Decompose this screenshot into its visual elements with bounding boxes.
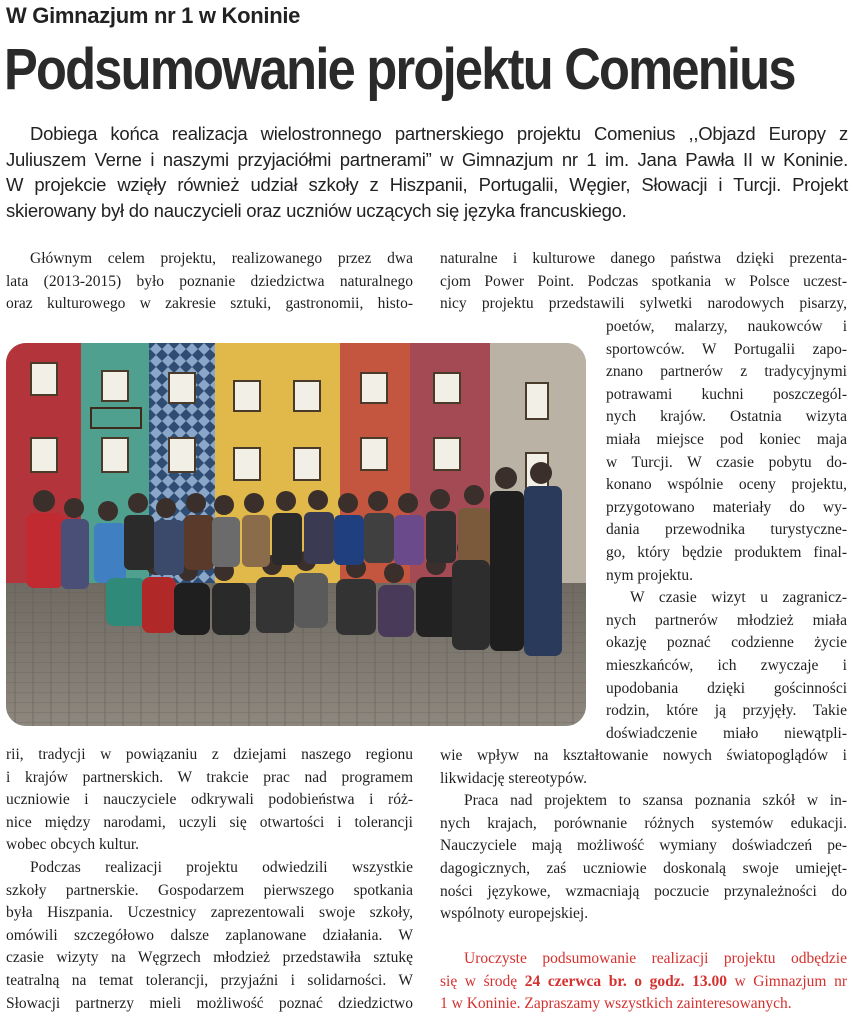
body-line: W czasie wizyt u zagranicz- xyxy=(630,589,847,607)
body-line: miała miejsce pod koniec maja xyxy=(606,430,847,448)
body-line: mieszkańców, ich zwyczaje i xyxy=(606,656,847,674)
column-2-narrow xyxy=(606,316,847,745)
body-line: oraz kulturowego w zakresie sztuki, gastronomii, histo- xyxy=(6,295,413,313)
body-line: konano wspólnie oceny projektu, xyxy=(606,476,847,494)
body-line: upodobania dzięki gościnności xyxy=(606,679,847,697)
body-line: go, który będzie produktem final- xyxy=(606,543,847,561)
body-line: ności językowe, wzmacniają poczucie przynależności do xyxy=(440,882,847,900)
announcement-line: 1 w Koninie. Zapraszamy wszystkich zainteresowanych. xyxy=(440,995,792,1013)
body-line: teatralną na temat tolerancji, przyjaźni i solidarności. W xyxy=(6,971,413,989)
body-line: Głównym celem projektu, realizowanego przez dwa xyxy=(30,250,413,267)
event-announcement xyxy=(440,948,847,1016)
body-line: sportowców. W Portugalii zapo- xyxy=(606,340,847,358)
column-1-top xyxy=(6,248,413,316)
body-line: czasie wizyty na Węgrzech młodzież przedstawiła sztukę xyxy=(6,949,413,967)
body-line: rii, tradycji w powiązaniu z dziejami naszego regionu xyxy=(6,746,413,763)
article-lead xyxy=(6,121,848,223)
body-line: nice między narodami, uczyli się otwartości i tolerancji xyxy=(6,813,413,831)
lead-line: skierowany był do nauczycieli oraz uczniów uczących się języka francuskiego. xyxy=(6,199,627,221)
announcement-date: 24 czerwca br. o godz. 13.00 xyxy=(524,972,727,990)
body-line: nych krajów. Ostatnia wizyta xyxy=(606,408,847,426)
body-line: omówili szczegółowo dalsze zaplanowane działania. W xyxy=(6,926,413,944)
body-line: doświadczenie miało niewątpli- xyxy=(606,724,847,742)
body-line: i krajów partnerskich. W trakcie prac nad programem xyxy=(6,768,413,786)
column-2-top xyxy=(440,248,847,316)
announcement-line xyxy=(440,971,847,994)
body-line: w Turcji. W czasie pobytu do- xyxy=(606,453,847,471)
article-kicker: W Gimnazjum nr 1 w Koninie xyxy=(6,3,301,28)
body-line: wobec obcych kultur. xyxy=(6,836,140,854)
body-line: poetów, malarzy, naukowców i xyxy=(606,318,847,335)
body-line: Praca nad projektem to szansa poznania szkół w in- xyxy=(464,792,847,810)
body-line: wie wpływ na kształtowanie nowych światopoglądów i xyxy=(440,747,847,764)
body-line: potrawami kuchni poszczegól- xyxy=(606,385,847,403)
column-1-bottom xyxy=(6,744,413,1015)
body-line: znano partnerów z tradycyjnymi xyxy=(606,363,847,381)
body-line: lata (2013-2015) było poznanie dziedzictwa naturalnego xyxy=(6,272,413,290)
group-photo xyxy=(6,343,586,726)
lead-line: Juliuszem Verne i naszymi przyjaciółmi partnerami” w Gimnazjum nr 1 im. Jana Pawła II w Koninie. xyxy=(6,148,848,170)
body-line: nych krajach, porównanie różnych systemów edukacji. xyxy=(440,814,847,832)
column-2-bottom xyxy=(440,745,847,926)
body-line: nym projektu. xyxy=(606,566,693,584)
announcement-line: Uroczyste podsumowanie realizacji projektu odbędzie xyxy=(464,950,847,967)
lead-line: W projekcie wzięły również udział szkoły z Hiszpanii, Portugalii, Węgier, Słowacji i Turcji. Projekt xyxy=(6,174,848,195)
body-line: Słowacji partnerzy mieli możliwość poznać dziedzictwo xyxy=(6,994,413,1012)
body-line: rodzin, które ją przyjęły. Takie xyxy=(606,702,847,720)
body-line: uczniowie i nauczyciele odkrywali podobieństwa i róż- xyxy=(6,791,413,809)
lead-line: Dobiega końca realizacja wielostronnego partnerskiego projektu Comenius ,,Objazd Europy z xyxy=(30,123,848,144)
body-line: likwidację stereotypów. xyxy=(440,769,588,787)
body-line: przygotowano materiały do wy- xyxy=(606,498,847,516)
body-line: szkoły partnerskie. Gospodarzem pierwszego spotkania xyxy=(6,881,413,899)
body-line: okazję poznać codzienne życie xyxy=(606,634,847,652)
announcement-text: w Gimnazjum nr xyxy=(726,972,847,990)
body-line: była Hiszpania. Uczestnicy zaprezentowali swoje szkoły, xyxy=(6,904,413,922)
body-line: wspólnoty europejskiej. xyxy=(440,905,589,923)
article-headline: Podsumowanie projektu Comenius xyxy=(4,37,795,102)
body-line: nych partnerów młodzież miała xyxy=(606,611,847,629)
body-line: cjom Power Point. Podczas spotkania w Polsce uczest- xyxy=(440,272,847,290)
body-line: Nauczyciele mają możliwość wymiany doświadczeń pe- xyxy=(440,837,847,855)
announcement-text: się w środę xyxy=(440,972,525,990)
body-line: dagogicznych, zaś uczniowie doskonalą swoje umiejęt- xyxy=(440,859,847,877)
body-line: Podczas realizacji projektu odwiedzili wszystkie xyxy=(30,858,413,876)
body-line: naturalne i kulturowe danego państwa dzięki prezenta- xyxy=(440,250,847,267)
body-line: nicy projektu przedstawili sylwetki narodowych pisarzy, xyxy=(440,295,847,313)
body-line: dania przewodnika turystyczne- xyxy=(606,521,847,539)
group-photo-illustration xyxy=(6,343,586,726)
